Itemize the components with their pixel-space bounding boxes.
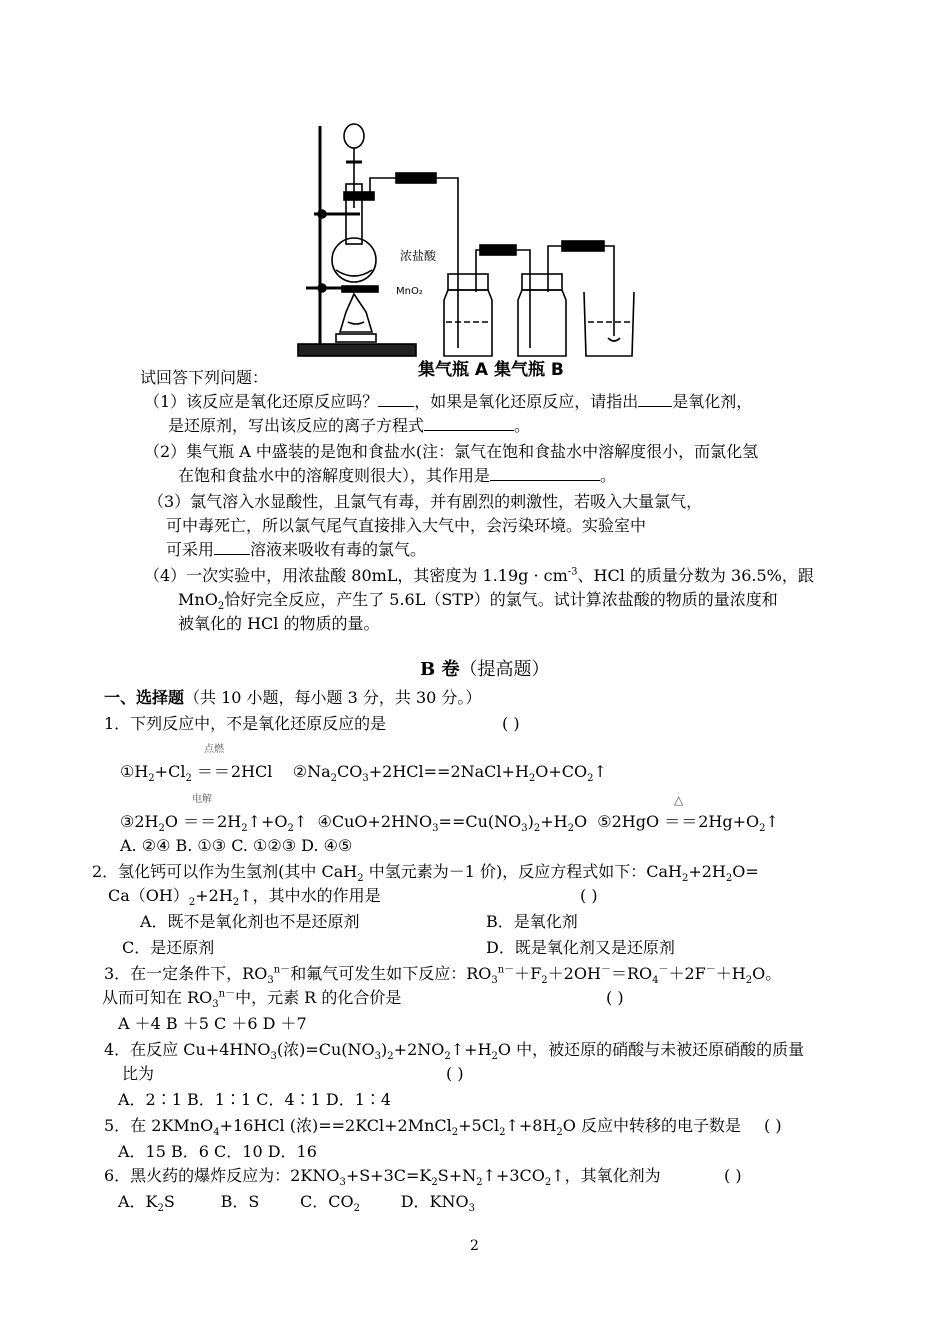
q3-line1: （3）氯气溶入水显酸性，且氯气有毒，并有剧烈的刺激性，若吸入大量氯气， (148, 492, 703, 511)
intro-text: 试回答下列问题： (140, 368, 269, 387)
answer-blank[interactable] (490, 466, 600, 481)
q4-line2: MnO$_2$恰好完全反应，产生了 5.6L（STP）的氯气。试计算浓盐酸的物质的量浓度和 (178, 590, 778, 613)
b-q1-paren[interactable]: ( ) (502, 714, 520, 733)
cond-electrolysis: 电解 (192, 794, 212, 805)
answer-blank[interactable] (424, 416, 514, 431)
b-q2-option-a: A．既不是氧化剂也不是还原剂 (140, 912, 360, 931)
b-q1-eq-line2: $③2H_2O$ $==2H_2↑+O_2↑$ $④CuO+2HNO_3==Cu(NO_3)_2+H_2O$ ⑤2HgO $==2Hg+O_2↑$ (120, 812, 779, 835)
b-q6-paren[interactable]: ( ) (724, 1166, 742, 1185)
cond-heat: △ (674, 793, 684, 807)
q2-line1: （2）集气瓶 A 中盛装的是饱和食盐水(注：氯气在饱和食盐水中溶解度很小，而氯化氢 (144, 442, 759, 461)
cond-ignite: 点燃 (204, 744, 224, 755)
b-q1-eq-line1: $①H_2+Cl_2 ==2HCl$ $②Na_2CO_3+2HCl==2NaCl+H_2O+CO_2↑$ (120, 762, 607, 785)
q4-line3: 被氧化的 HCl 的物质的量。 (178, 614, 380, 633)
b-q4-line2: 比为 (122, 1064, 155, 1083)
b-q5: 5．在 2KMnO$_4$+16HCl (浓)$==2KCl+2MnCl_2+5Cl_2↑+8H_2O$ 反应中转移的电子数是 (104, 1116, 742, 1139)
b-q4-line1: 4．在反应 $Cu+4HNO_3$(浓)$=Cu(NO_3)_2+2NO_2↑+H_2O$ 中，被还原的硝酸与未被还原硝酸的质量 (104, 1040, 805, 1063)
q1-line1: （1）该反应是氧化还原反应吗？ ，如果是氧化还原反应，请指出 是氧化剂， (144, 392, 753, 411)
answer-blank[interactable] (378, 392, 414, 407)
b-q2-option-c: C．是还原剂 (122, 938, 215, 957)
b-q6: 6．黑火药的爆炸反应为：$2KNO_3+S+3C=K_2S+N_2↑+3CO_2↑$，其氧化剂为 (104, 1166, 661, 1189)
page-number: 2 (470, 1238, 479, 1254)
answer-blank[interactable] (638, 392, 672, 407)
label-hcl: 浓盐酸 (400, 249, 437, 263)
b-q5-options: A．15 B．6 C．10 D．16 (118, 1142, 317, 1161)
b-q2-option-b: B．是氧化剂 (486, 912, 578, 931)
b-q5-paren[interactable]: ( ) (764, 1116, 782, 1135)
b-q3-options: A ＋4 B ＋5 C ＋6 D ＋7 (118, 1014, 307, 1033)
b-q3-paren[interactable]: ( ) (606, 988, 624, 1007)
b-q6-options: A．$K_2S$ B．S C．$CO_2$ D．$KNO_3$ (118, 1192, 475, 1215)
b-q3-line2: 从而可知在 $RO_3^{n-}$中，元素 R 的化合价是 (102, 988, 402, 1011)
b-q4-options: A．2∶1 B．1∶1 C．4∶1 D．1∶4 (118, 1090, 392, 1109)
b-q1-options: A. ②④ B. ①③ C. ①②③ D. ④⑤ (120, 836, 353, 855)
apparatus-diagram (296, 122, 638, 360)
section-heading: 一、选择题（共 10 小题，每小题 3 分，共 30 分。） (104, 688, 482, 707)
b-q2-line1: 2．氢化钙可以作为生氢剂(其中 CaH$_2$ 中氢元素为－1 价)，反应方程式如下：$CaH_2+2H_2O=$ (92, 862, 759, 885)
b-q1: 1．下列反应中，不是氧化还原反应的是 (104, 714, 387, 733)
b-q4-paren[interactable]: ( ) (446, 1064, 464, 1083)
partB-title: B 卷（提高题） (420, 659, 550, 680)
q3-line3: 可采用 溶液来吸收有毒的氯气。 (166, 540, 427, 559)
b-q3-line1: 3．在一定条件下，$RO_3^{n-}$和氟气可发生如下反应：$RO_3^{n-}+F_2+2OH^-=RO_4^-+2F^-+H_2O$。 (104, 964, 782, 987)
answer-blank[interactable] (214, 540, 250, 555)
q1-line2: 是还原剂，写出该反应的离子方程式 。 (168, 416, 531, 435)
figure-caption: 集气瓶 A 集气瓶 B (418, 360, 564, 380)
q2-line2: 在饱和食盐水中的溶解度则很大），其作用是 。 (178, 466, 617, 485)
b-q2-option-d: D．既是氧化剂又是还原剂 (486, 938, 675, 957)
b-q2-line2: $Ca(OH)_2+2H_2↑$，其中水的作用是 (108, 886, 381, 909)
q4-line1: （4）一次实验中，用浓盐酸 80mL，其密度为 $1.19g \cdot cm^{-3}$、HCl 的质量分数为 36.5%，跟 (144, 566, 814, 585)
label-mno2: MnO₂ (396, 286, 423, 297)
b-q2-paren[interactable]: ( ) (580, 886, 598, 905)
q3-line2: 可中毒死亡，所以氯气尾气直接排入大气中，会污染环境。实验室中 (166, 516, 647, 535)
